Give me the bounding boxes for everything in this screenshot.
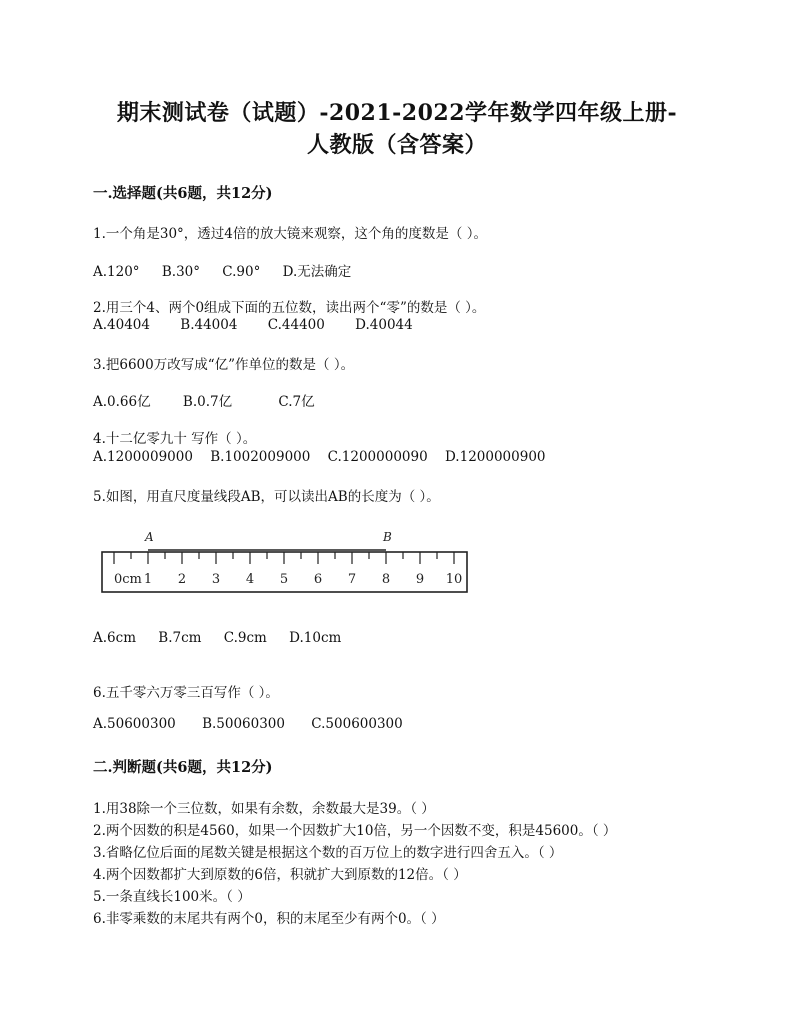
ruler-figure bbox=[94, 522, 484, 594]
option: D.10cm bbox=[289, 630, 342, 646]
judgment-item-6: 6.非零乘数的末尾共有两个0，积的末尾至少有两个0。（ ） bbox=[93, 911, 445, 927]
option: B.1002009000 bbox=[210, 449, 311, 465]
option: C.7亿 bbox=[278, 394, 315, 410]
question-2-options bbox=[93, 317, 431, 333]
point-a-label: A bbox=[145, 530, 154, 544]
ruler-unit-label: 0cm bbox=[114, 572, 142, 587]
question-3-options bbox=[93, 390, 333, 410]
option: D.1200000900 bbox=[444, 449, 546, 465]
question-4-options bbox=[93, 449, 564, 465]
judgment-item-3: 3.省略亿位后面的尾数关键是根据这个数的百万位上的数字进行四舍五入。（ ） bbox=[93, 845, 563, 861]
option: B.50060300 bbox=[202, 716, 285, 732]
ruler-number: 9 bbox=[415, 572, 425, 587]
option: C.1200000090 bbox=[327, 449, 428, 465]
ruler-number: 8 bbox=[381, 572, 391, 587]
judgment-item-5: 5.一条直线长100米。（ ） bbox=[93, 889, 251, 905]
ruler-number: 2 bbox=[177, 572, 187, 587]
option: A.120° bbox=[93, 264, 140, 280]
ruler-number: 1 bbox=[143, 572, 153, 587]
question-1: 1.一个角是30°，透过4倍的放大镜来观察，这个角的度数是（ ）。 bbox=[93, 226, 487, 242]
ruler-number: 4 bbox=[245, 572, 255, 587]
judgment-item-4: 4.两个因数都扩大到原数的6倍，积就扩大到原数的12倍。（ ） bbox=[93, 867, 467, 883]
option: C.500600300 bbox=[311, 716, 403, 732]
option: A.40404 bbox=[93, 317, 150, 333]
option: C.44400 bbox=[267, 317, 325, 333]
option: A.50600300 bbox=[93, 716, 176, 732]
question-2: 2.用三个4、两个0组成下面的五位数，读出两个“零”的数是（ ）。 bbox=[93, 300, 486, 316]
option: C.90° bbox=[222, 264, 261, 280]
question-5-options bbox=[93, 630, 359, 646]
option: D.无法确定 bbox=[282, 264, 352, 280]
option: A.1200009000 bbox=[93, 449, 193, 465]
point-b-label: B bbox=[383, 530, 392, 544]
option: D.40044 bbox=[355, 317, 413, 333]
question-6-options bbox=[93, 716, 421, 732]
ruler-number: 6 bbox=[313, 572, 323, 587]
option: A.6cm bbox=[93, 630, 136, 646]
option: C.9cm bbox=[223, 630, 267, 646]
ruler-number: 7 bbox=[347, 572, 357, 587]
question-1-options bbox=[93, 260, 369, 280]
section-2-heading: 二.判断题(共6题，共12分) bbox=[93, 759, 273, 776]
judgment-item-1: 1.用38除一个三位数，如果有余数，余数最大是39。（ ） bbox=[93, 801, 435, 817]
question-6: 6.五千零六万零三百写作（ ）。 bbox=[93, 685, 279, 701]
ruler-number: 10 bbox=[445, 572, 463, 587]
ruler-number: 5 bbox=[279, 572, 289, 587]
option: B.30° bbox=[161, 264, 200, 280]
question-3: 3.把6600万改写成“亿”作单位的数是（ ）。 bbox=[93, 357, 355, 373]
judgment-item-2: 2.两个因数的积是4560，如果一个因数扩大10倍，另一个因数不变，积是45600。（ ） bbox=[93, 823, 617, 839]
page-title-line-1: 期末测试卷（试题）-2021-2022学年数学四年级上册- bbox=[116, 100, 678, 126]
option: B.0.7亿 bbox=[182, 394, 233, 410]
option: B.44004 bbox=[180, 317, 238, 333]
option: B.7cm bbox=[158, 630, 202, 646]
ruler-number: 3 bbox=[211, 572, 221, 587]
question-4: 4.十二亿零九十 写作（ ）。 bbox=[93, 431, 257, 447]
option: A.0.66亿 bbox=[93, 394, 151, 410]
section-1-heading: 一.选择题(共6题，共12分) bbox=[93, 185, 273, 202]
page-title-line-2: 人教版（含答案） bbox=[306, 132, 487, 158]
question-5: 5.如图，用直尺度量线段AB，可以读出AB的长度为（ ）。 bbox=[93, 489, 440, 505]
